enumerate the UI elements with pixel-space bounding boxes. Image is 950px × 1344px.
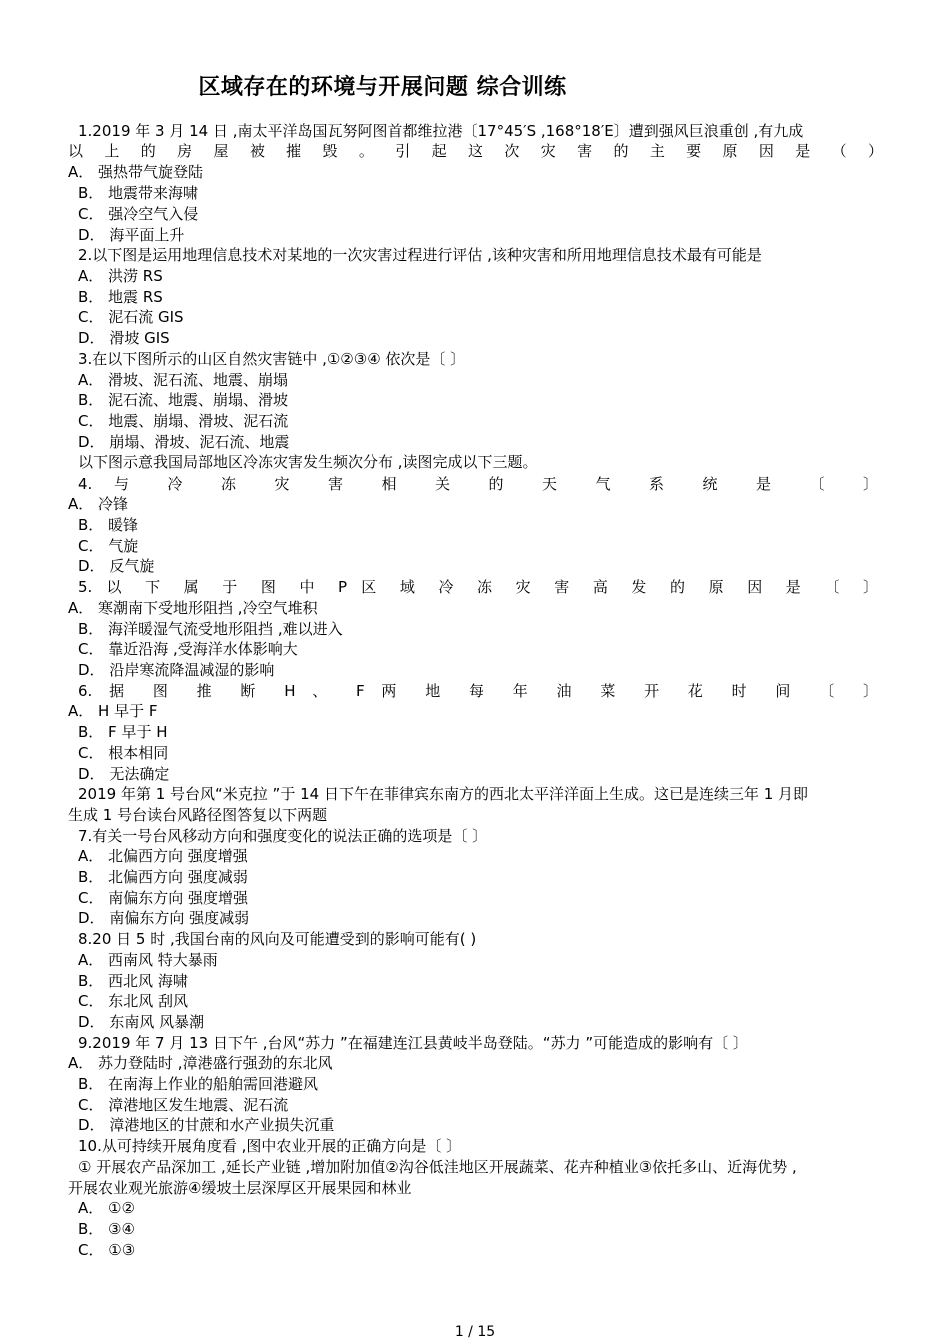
q9-option-a: A． 苏力登陆时 ,漳港盛行强劲的东北风 — [68, 1054, 333, 1072]
q10-statements-line1: ① 开展农产品深加工 ,延长产业链 ,增加附加值②沟谷低洼地区开展蔬菜、花卉种植业③依托多山、近海优势 , — [78, 1158, 797, 1176]
q10-option-c: C． ①③ — [78, 1241, 136, 1259]
q3-stem: 3.在以下图所示的山区自然灾害链中 ,①②③④ 依次是〔 〕 — [78, 350, 466, 368]
q4-option-d: D． 反气旋 — [78, 557, 155, 575]
q6-option-a: A． H 早于 F — [68, 702, 158, 720]
q8-option-b: B． 西北风 海啸 — [78, 972, 188, 990]
q10-option-b: B． ③④ — [78, 1220, 135, 1238]
q1-option-c: C． 强冷空气入侵 — [78, 205, 199, 223]
q5-option-b: B． 海洋暖湿气流受地形阻挡 ,难以进入 — [78, 620, 343, 638]
q7-option-a: A． 北偏西方向 强度增强 — [78, 847, 248, 865]
q3-option-c: C． 地震、崩塌、滑坡、泥石流 — [78, 412, 289, 430]
q9-stem: 9.2019 年 7 月 13 日下午 ,台风“苏力 ”在福建连江县黄岐半岛登陆。“苏力 ”可能造成的影响有〔 〕 — [78, 1034, 748, 1052]
q5-option-c: C． 靠近沿海 ,受海洋水体影响大 — [78, 640, 298, 658]
q1-option-a: A． 强热带气旋登陆 — [68, 163, 204, 181]
q4-stem: 4. 与 冷 冻 灾 害 相 关 的 天 气 系 统 是 〔 〕 — [78, 475, 878, 493]
q4-option-a: A． 冷锋 — [68, 495, 129, 513]
q1-stem-line2: 以 上 的 房 屋 被 摧 毁 。 引 起 这 次 灾 害 的 主 要 原 因 是 （ ） — [68, 142, 883, 160]
q6-option-c: C． 根本相同 — [78, 744, 169, 762]
q7-option-d: D． 南偏东方向 强度减弱 — [78, 909, 250, 927]
q2-option-c: C． 泥石流 GIS — [78, 308, 184, 326]
q10-option-a: A． ①② — [78, 1199, 135, 1217]
q4-option-b: B． 暖锋 — [78, 516, 139, 534]
q1-stem-line1: 1.2019 年 3 月 14 日 ,南太平洋岛国瓦努阿图首都维拉港〔17°45′S ,168°18′E〕遭到强风巨浪重创 ,有九成 — [78, 122, 804, 140]
page-number: 1 / 15 — [454, 1324, 496, 1340]
q3-option-d: D． 崩塌、滑坡、泥石流、地震 — [78, 433, 290, 451]
q9-option-c: C． 漳港地区发生地震、泥石流 — [78, 1096, 289, 1114]
q6-stem: 6. 据 图 推 断 H 、 F 两 地 每 年 油 菜 开 花 时 间 〔 〕 — [78, 682, 878, 700]
intro-q7-line2: 生成 1 号台读台风路径图答复以下两题 — [68, 806, 328, 824]
q10-statements-line2: 开展农业观光旅游④缓坡土层深厚区开展果园和林业 — [68, 1179, 412, 1197]
q8-option-c: C． 东北风 刮风 — [78, 992, 189, 1010]
q3-option-b: B． 泥石流、地震、崩塌、滑坡 — [78, 391, 289, 409]
q5-option-a: A． 寒潮南下受地形阻挡 ,冷空气堆积 — [68, 599, 318, 617]
q9-option-d: D． 漳港地区的甘蔗和水产业损失沉重 — [78, 1116, 335, 1134]
page-title: 区域存在的环境与开展问题 综合训练 — [198, 75, 567, 100]
q3-option-a: A． 滑坡、泥石流、地震、崩塌 — [78, 371, 289, 389]
q1-option-d: D． 海平面上升 — [78, 226, 185, 244]
q4-option-c: C． 气旋 — [78, 537, 139, 555]
q8-option-a: A． 西南风 特大暴雨 — [78, 951, 218, 969]
q7-option-c: C． 南偏东方向 强度增强 — [78, 889, 249, 907]
q5-stem: 5. 以 下 属 于 图 中 P 区 域 冷 冻 灾 害 高 发 的 原 因 是 〔 〕 — [78, 578, 878, 596]
q6-option-b: B． F 早于 H — [78, 723, 168, 741]
q2-stem: 2.以下图是运用地理信息技术对某地的一次灾害过程进行评估 ,该种灾害和所用地理信息技术最有可能是 — [78, 246, 762, 264]
q7-stem: 7.有关一号台风移动方向和强度变化的说法正确的选项是〔 〕 — [78, 827, 488, 845]
q9-option-b: B． 在南海上作业的船舶需回港避风 — [78, 1075, 319, 1093]
q2-option-a: A． 洪涝 RS — [78, 267, 163, 285]
q6-option-d: D． 无法确定 — [78, 765, 170, 783]
intro-q4-q6: 以下图示意我国局部地区冷冻灾害发生频次分布 ,读图完成以下三题。 — [78, 453, 538, 471]
intro-q7-line1: 2019 年第 1 号台风“米克拉 ”于 14 日下午在菲律宾东南方的西北太平洋洋面上生成。这已是连续三年 1 月即 — [78, 785, 809, 803]
q8-option-d: D． 东南风 风暴潮 — [78, 1013, 205, 1031]
q8-stem: 8.20 日 5 时 ,我国台南的风向及可能遭受到的影响可能有( ) — [78, 930, 477, 948]
q7-option-b: B． 北偏西方向 强度减弱 — [78, 868, 248, 886]
q1-option-b: B． 地震带来海啸 — [78, 184, 199, 202]
q10-stem: 10.从可持续开展角度看 ,图中农业开展的正确方向是〔 〕 — [78, 1137, 462, 1155]
q2-option-b: B． 地震 RS — [78, 288, 163, 306]
q5-option-d: D． 沿岸寒流降温减湿的影响 — [78, 661, 275, 679]
q2-option-d: D． 滑坡 GIS — [78, 329, 170, 347]
